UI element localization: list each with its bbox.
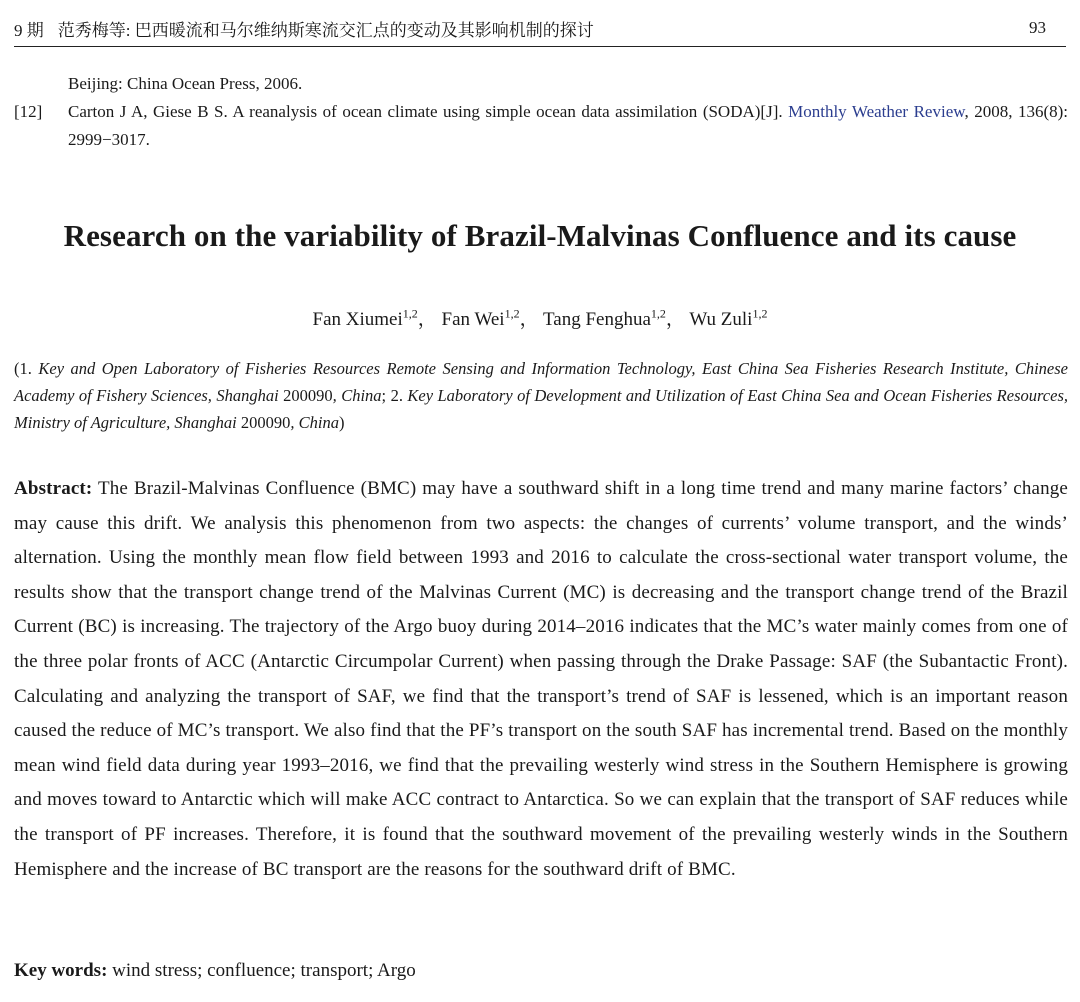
keywords — [14, 960, 416, 982]
page-header — [14, 10, 1066, 47]
affiliation-open: (1. — [14, 359, 39, 378]
author-separator: ， — [417, 309, 437, 330]
reference-12 — [14, 98, 1068, 154]
author-affiliation-mark: 1,2 — [402, 306, 418, 321]
reference-volume: , 2008, 136(8): 2999−3017. — [68, 102, 1068, 149]
author-name: Wu Zuli — [689, 309, 753, 330]
abstract — [14, 472, 1068, 887]
author-affiliation-mark: 1,2 — [752, 306, 768, 321]
abstract-text: The Brazil-Malvinas Confluence (BMC) may have a southward shift in a long time trend and many marine factors’ change may cause this drift. We analysis this phenomenon from two aspects: the changes of currents’ volume transport, and the winds’ alternation. Using the monthly mean flow field between 1993 and 2016 to calculate the cross-sectional water transport volume, the results show that the transport change trend of the Malvinas Current (MC) is decreasing and the transport change trend of the Brazil Current (BC) is increasing. The trajectory of the Argo buoy during 2014–2016 indicates that the MC’s water mainly comes from one of the three polar fronts of ACC (Antarctic Circumpolar Current) when passing through the Drake Passage: SAF (the Subantactic Front). Calculating and analyzing the transport of SAF, we find that the transport’s trend of SAF is lessened, which is an important reason caused the reduce of MC’s transport. We also find that the PF’s transport on the south SAF has incremental trend. Based on the monthly mean wind field data during year 1993–2016, we find that the prevailing westerly wind stress in the Southern Hemisphere is growing and moves toward to Antarctic which will make ACC contract to Antarctica. So we can explain that the transport of SAF reduces while the transport of PF increases. Therefore, it is found that the southward movement of the prevailing westerly winds in the Southern Hemisphere and the increase of BC transport are the reasons for the southward drift of BMC. — [14, 478, 1068, 880]
author-separator: ， — [665, 309, 685, 330]
running-title: 范秀梅等: 巴西暖流和马尔维纳斯寒流交汇点的变动及其影响机制的探讨 — [57, 20, 594, 40]
affiliation-1-zip: 200090 — [283, 386, 333, 405]
author-name: Fan Xiumei — [312, 309, 403, 330]
issue-number: 9 期 — [14, 20, 44, 40]
author-affiliation-mark: 1,2 — [504, 306, 520, 321]
author-separator: ， — [519, 309, 539, 330]
affiliation-2-country: , China — [290, 413, 339, 432]
header-left — [14, 16, 594, 41]
author-name: Fan Wei — [441, 309, 505, 330]
article-title: Research on the variability of Brazil-Malvinas Confluence and its cause — [63, 218, 1017, 253]
page-number: 93 — [1029, 18, 1046, 37]
author-name: Tang Fenghua — [543, 309, 651, 330]
author-affiliation-mark: 1,2 — [650, 306, 666, 321]
affiliation-close: ) — [338, 413, 345, 432]
reference-continuation — [14, 70, 1068, 98]
reference-authors-title: Carton J A, Giese B S. A reanalysis of ocean climate using simple ocean data assimilation (SODA)[J]. — [68, 102, 789, 121]
keywords-label: Key words: — [14, 960, 108, 981]
journal-link[interactable]: Monthly Weather Review — [788, 102, 965, 121]
affiliation-2-zip: 200090 — [240, 413, 291, 432]
affiliation-separator: ; 2. — [381, 386, 408, 405]
abstract-label: Abstract: — [14, 478, 93, 499]
affiliation-1-country: , China — [332, 386, 382, 405]
reference-number: [12] — [14, 102, 43, 121]
reference-text — [68, 98, 1068, 154]
affiliation-2-name: Key Laboratory of Development and Utilization of East China Sea and Ocean Fisheries Resources, Ministry of Agriculture, Shanghai — [14, 386, 1068, 432]
keywords-text: wind stress; confluence; transport; Argo — [107, 960, 416, 981]
affiliations — [14, 355, 1068, 436]
reference-continuation-text: Beijing: China Ocean Press, 2006. — [68, 74, 303, 93]
affiliation-1-name: Key and Open Laboratory of Fisheries Resources Remote Sensing and Information Technology, East China Sea Fisheries Research Institute, Chinese Academy of Fishery Sciences, Shanghai — [14, 359, 1068, 405]
author-list — [0, 304, 1080, 331]
